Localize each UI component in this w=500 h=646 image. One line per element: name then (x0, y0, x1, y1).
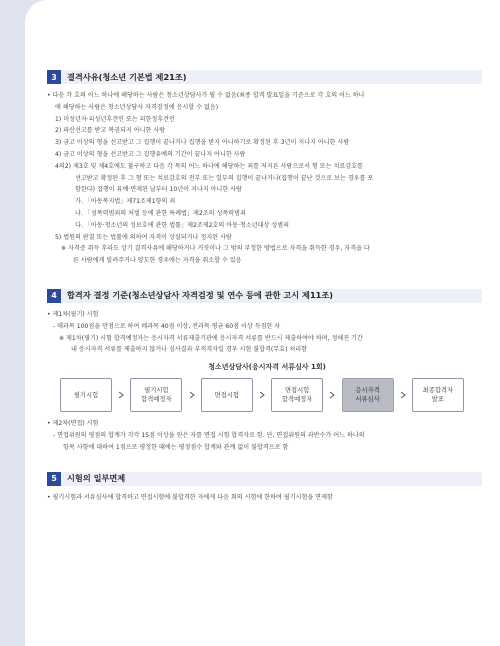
written-exam-heading: • 제1차(필기) 시험 (47, 310, 99, 318)
section-3-title: 결격사유(청소년 기본법 제21조) (67, 71, 187, 82)
section-5-body (47, 492, 487, 504)
flow-step: 응시자격 서류심사 (342, 378, 394, 412)
flow-title: 청소년상담사(응시자격 서류심사 1회) (208, 363, 326, 372)
arrow-right-icon (329, 391, 336, 399)
section-3-header (47, 70, 482, 84)
note-cont: 내 응시자격 서류를 제출하지 않거나 심사결과 부적격자일 경우 시험 불합격(무효) 처리함 (71, 346, 308, 354)
flow-step: 최종합격자 발표 (412, 378, 464, 412)
section-4-body (47, 309, 487, 454)
section-5-header (47, 472, 482, 486)
flow-step: 면접시험 합격예정자 (271, 378, 323, 412)
section-5-number: 5 (47, 472, 61, 486)
exemption-text: • 필기시험과 서류심사에 합격하고 면접시험에 불합격한 자에게 다음 회의 시험에 한하여 필기시험을 면제함 (47, 493, 333, 501)
list-item-cont: 선고받고 확정된 후 그 형 또는 치료감호의 전부 또는 일부의 집행이 끝나거나(집행이 끝난 것으로 보는 경우를 포 (75, 174, 374, 182)
list-item-cont: 함한다) 집행이 유예·면제된 날부터 10년이 지나지 아니한 사람 (75, 186, 242, 194)
sub-item: 가. 「아동복지법」제71조제1항의 죄 (75, 198, 176, 206)
list-item: 1) 미성년자·피성년후견인 또는 피한정후견인 (55, 115, 175, 123)
section-4-title: 합격자 결정 기준(청소년상담사 자격검정 및 연수 등에 관한 고시 제11조) (67, 290, 333, 301)
flow-step: 면접시험 (201, 378, 253, 412)
flow-step: 필기시험 합격예정자 (130, 378, 182, 412)
arrow-right-icon (188, 391, 195, 399)
section-4-number: 4 (47, 289, 61, 303)
list-item: 2) 파산선고를 받고 복권되지 아니한 사람 (55, 127, 166, 135)
arrow-right-icon (399, 391, 406, 399)
interview-criteria-cont: 항목 사항에 대하여 1점으로 평정한 때에는 평정점수 합계와 관계 없이 불합격으로 함 (63, 443, 289, 451)
section-3-intro: • 다음 각 호의 어느 하나에 해당하는 사람은 청소년상담사가 될 수 없음(최종 합격 발표일을 기준으로 각 호의 어느 하나 (47, 92, 365, 99)
arrow-right-icon (118, 391, 125, 399)
flow-step: 필기시험 (60, 378, 112, 412)
list-item: 5) 법원의 판결 또는 법률에 의하여 자격이 상실되거나 정지된 사람 (55, 233, 232, 241)
sub-item: 나. 「성폭력범죄의 처벌 등에 관한 특례법」제2조의 성폭력범죄 (75, 209, 246, 217)
arrow-right-icon (258, 391, 265, 399)
sub-item: 다. 「아동·청소년의 성보호에 관한 법률」제2조제2호의 아동·청소년대상 성범죄 (75, 221, 289, 229)
section-3-body (47, 90, 487, 267)
interview-heading: • 제2차(면접) 시험 (47, 420, 99, 428)
interview-criteria: - 면접위원의 평점의 합계가 각각 15점 이상을 얻은 자를 면접 시험 합격자로 함. 단, 면접위원의 과반수가 어느 하나의 (53, 431, 365, 439)
note: ※ 제1차(필기) 시험 합격예정자는 응시자격 서류제출기관에 응시자격 서류를 반드시 제출하여야 하며, 정해진 기간 (59, 334, 363, 342)
content (47, 70, 487, 503)
list-item: 4의2) 제3호 및 제4호에도 불구하고 다음 각 목의 어느 하나에 해당하는 죄를 저지른 사람으로서 형 또는 치료감호를 (55, 162, 363, 170)
section-5-title: 시험의 일부면제 (67, 473, 126, 484)
list-item: 4) 금고 이상의 형을 선고받고 그 집행유예의 기간이 끝나지 아니한 사람 (55, 150, 246, 158)
section-4-header (47, 289, 482, 303)
process-flow (60, 378, 464, 412)
note-cont: 른 사람에게 빌려주거나 양도한 경우에는 자격을 취소할 수 있음 (73, 257, 242, 265)
written-exam-criteria: - 매과목 100점을 만점으로 하여 매과목 40점 이상, 전과목 평균 60점 이상 득점한 자 (53, 322, 281, 330)
note: ※ 자격증 취득 후라도 상기 결격사유에 해당하거나 거짓이나 그 밖의 부정한 방법으로 자격을 취득한 경우, 자격을 다 (61, 245, 370, 253)
list-item: 3) 금고 이상의 형을 선고받고 그 집행이 끝나거나 집행을 받지 아니하기로 확정된 후 3년이 지나지 아니한 사람 (55, 139, 350, 147)
section-3-intro-cont: 에 해당하는 사람은 청소년상담사 자격검정에 응시할 수 없음) (55, 103, 219, 111)
document-page (25, 0, 500, 646)
section-3-number: 3 (47, 70, 61, 84)
